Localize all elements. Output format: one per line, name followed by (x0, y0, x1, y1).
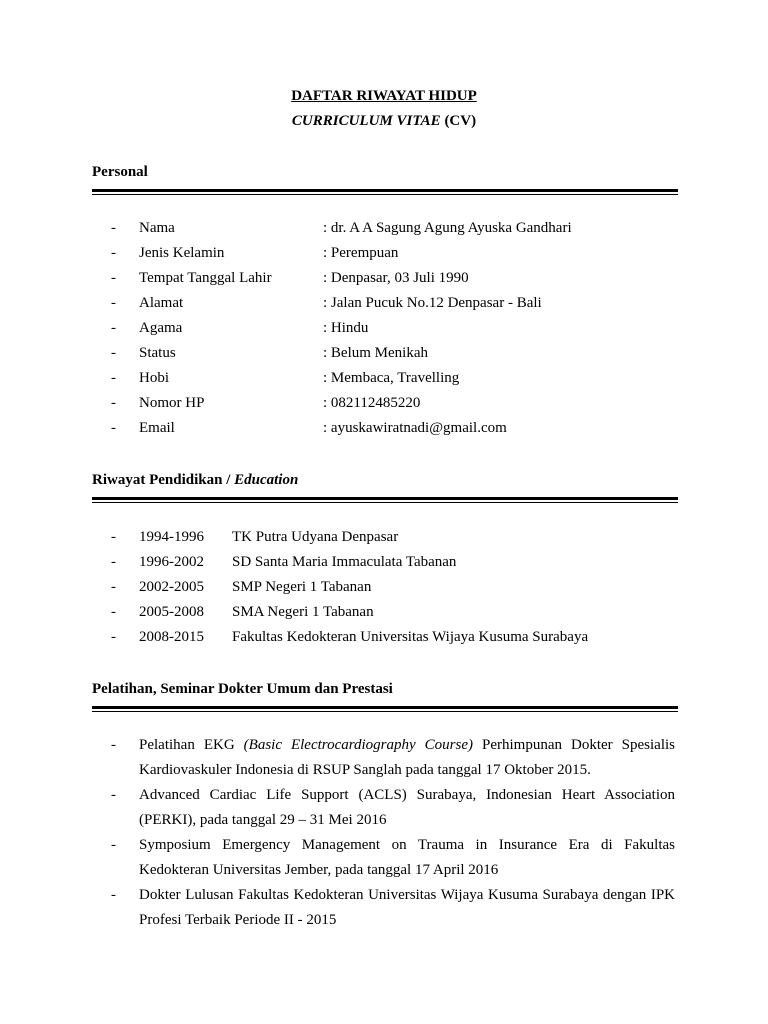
training-text-pre: Symposium Emergency Management on Trauma in Insurance Era di Fakultas Kedokteran Universitas Jember, pada tanggal 17 April 2016 (139, 837, 675, 878)
education-school: SMP Negeri 1 Tabanan (232, 579, 372, 595)
education-years: 2002-2005 (139, 579, 204, 595)
personal-value: : Perempuan (323, 245, 399, 261)
education-row (0, 627, 768, 647)
bullet-dash: - (111, 604, 116, 620)
education-heading-italic: Education (234, 472, 299, 488)
education-heading-main: Riwayat Pendidikan / (92, 472, 235, 488)
education-school: TK Putra Udyana Denpasar (232, 529, 399, 545)
training-text-italic: (Basic Electrocardiography Course) (243, 737, 474, 753)
bullet-dash: - (111, 579, 116, 595)
bullet-dash: - (111, 420, 116, 436)
personal-value: : Jalan Pucuk No.12 Denpasar - Bali (323, 295, 542, 311)
personal-row (0, 243, 768, 263)
personal-row (0, 293, 768, 313)
bullet-dash: - (111, 554, 116, 570)
bullet-dash: - (111, 295, 116, 311)
personal-value: : Denpasar, 03 Juli 1990 (323, 270, 469, 286)
document-subtitle (0, 111, 768, 131)
personal-row (0, 268, 768, 288)
training-text (139, 833, 675, 883)
bullet-dash: - (111, 787, 116, 803)
personal-row (0, 318, 768, 338)
section-rule (92, 189, 678, 195)
subtitle-italic: CURRICULUM VITAE (291, 113, 441, 129)
bullet-dash: - (111, 370, 116, 386)
personal-value: : Hindu (323, 320, 369, 336)
personal-label: Hobi (139, 370, 169, 386)
personal-row (0, 343, 768, 363)
bullet-dash: - (111, 245, 116, 261)
personal-label: Nomor HP (139, 395, 205, 411)
bullet-dash: - (111, 220, 116, 236)
bullet-dash: - (111, 629, 116, 645)
training-text-post: Perhimpunan Dokter Spesialis Kardiovaskuler Indonesia di RSUP Sanglah pada tanggal 17 Oktober 2015. (139, 737, 675, 778)
personal-row (0, 418, 768, 438)
section-rule (92, 706, 678, 712)
subtitle-rest: (CV) (440, 113, 477, 129)
personal-label: Jenis Kelamin (139, 245, 225, 261)
training-text (139, 783, 675, 833)
education-school: SD Santa Maria Immaculata Tabanan (232, 554, 457, 570)
education-row (0, 527, 768, 547)
education-school: SMA Negeri 1 Tabanan (232, 604, 374, 620)
section-heading-education (92, 470, 298, 490)
personal-row (0, 368, 768, 388)
training-text-pre: Pelatihan EKG (139, 737, 244, 753)
bullet-dash: - (111, 529, 116, 545)
education-school: Fakultas Kedokteran Universitas Wijaya Kusuma Surabaya (232, 629, 589, 645)
personal-row (0, 393, 768, 413)
personal-value: : dr. A A Sagung Agung Ayuska Gandhari (323, 220, 572, 236)
bullet-dash: - (111, 395, 116, 411)
education-years: 1996-2002 (139, 554, 204, 570)
personal-label: Nama (139, 220, 175, 236)
personal-label: Tempat Tanggal Lahir (139, 270, 272, 286)
personal-value: : 082112485220 (323, 395, 421, 411)
education-row (0, 577, 768, 597)
personal-value: : Membaca, Travelling (323, 370, 460, 386)
bullet-dash: - (111, 345, 116, 361)
education-years: 2005-2008 (139, 604, 204, 620)
bullet-dash: - (111, 737, 116, 753)
education-row (0, 602, 768, 622)
personal-label: Status (139, 345, 176, 361)
personal-value: : Belum Menikah (323, 345, 428, 361)
document-title: DAFTAR RIWAYAT HIDUP (291, 88, 477, 104)
bullet-dash: - (111, 887, 116, 903)
education-years: 1994-1996 (139, 529, 204, 545)
training-text (139, 733, 675, 783)
education-years: 2008-2015 (139, 629, 204, 645)
personal-label: Agama (139, 320, 183, 336)
section-heading-training: Pelatihan, Seminar Dokter Umum dan Prestasi (92, 681, 393, 697)
education-row (0, 552, 768, 572)
section-heading-personal: Personal (92, 164, 148, 180)
training-text (139, 883, 675, 933)
personal-value: : ayuskawiratnadi@gmail.com (323, 420, 507, 436)
training-text-pre: Advanced Cardiac Life Support (ACLS) Surabaya, Indonesian Heart Association (PERKI), pada tanggal 29 – 31 Mei 2016 (139, 787, 675, 828)
bullet-dash: - (111, 320, 116, 336)
personal-row (0, 218, 768, 238)
bullet-dash: - (111, 837, 116, 853)
training-text-pre: Dokter Lulusan Fakultas Kedokteran Universitas Wijaya Kusuma Surabaya dengan IPK Profesi Terbaik Periode II - 2015 (139, 887, 675, 928)
section-rule (92, 497, 678, 503)
personal-label: Email (139, 420, 175, 436)
personal-label: Alamat (139, 295, 184, 311)
bullet-dash: - (111, 270, 116, 286)
